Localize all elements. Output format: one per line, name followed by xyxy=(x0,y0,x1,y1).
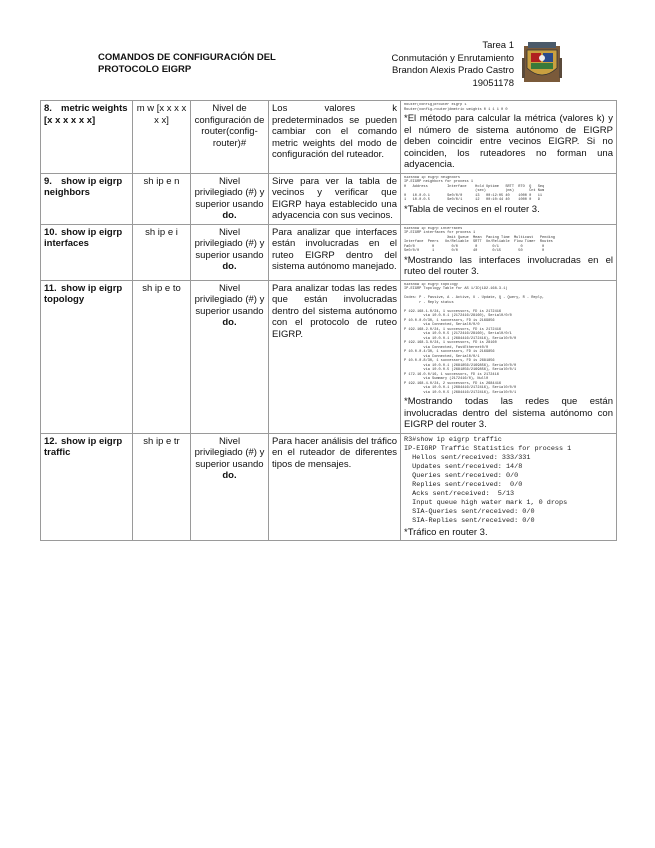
header-student-id: 19051178 xyxy=(472,77,514,89)
mode-bold: do. xyxy=(222,317,237,328)
mode-text: Nivel de configuración de router(config-router)# xyxy=(194,103,265,149)
row-number: 9. xyxy=(44,175,52,187)
mode-cell xyxy=(191,224,269,280)
cli-screenshot: Router(config)#router eigrp 1 Router(config-router)#metric weights 0 1 1 1 0 0 xyxy=(404,103,508,112)
table-row xyxy=(41,433,617,541)
command-cell xyxy=(41,224,133,280)
header-info xyxy=(391,40,514,90)
cli-screenshot: R3#show ip eigrp topology IP-EIGRP Topology Table for AS 1/ID(192.168.3.1) Codes: P - Passive, A - Active, U - Update, Q - Query, R - Reply, r - Reply status P 192.168.1.0/24, 1 successors, FD is 2172416 via 10.0.0.1 (2172416/28160), Serial0/0/0 P 10.0.0.0/30, 1 successors, FD is 2169856 via Connected, Serial0/0/0 P 192.168.2.0/24, 1 successors, FD is 2172416 via 10.0.0.5 (2172416/28160), Serial0/0/1 via 10.0.0.1 (2684416/2172416), Serial0/0/0 P 192.168.3.0/24, 1 successors, FD is 28160 via Connected, FastEthernet0/0 P 10.0.0.4/30, 1 successors, FD is 2169856 via Connected, Serial0/0/1 P 10.0.0.8/30, 1 successors, FD is 2681856 via 10.0.0.1 (2681856/2169856), Serial0/0/0 via 10.0.0.5 (2681856/2169856), Serial0/0/1 P 172.16.0.0/16, 1 successors, FD is 2172416 via Summary (2172416/0), Null0 P 192.168.4.0/24, 2 successors, FD is 2684416 via 10.0.0.1 (2684416/2172416), Serial0/0/0 via 10.0.0.5 (2684416/2172416), Serial0/0/1 xyxy=(404,282,545,395)
mode-cell xyxy=(191,173,269,224)
command-name: show ip eigrp neighbors xyxy=(44,175,123,198)
example-cell xyxy=(401,433,617,541)
example-cell xyxy=(401,101,617,174)
command-name: show ip eigrp interfaces xyxy=(44,226,123,249)
document-title: COMANDOS DE CONFIGURACIÓN DEL PROTOCOLO EIGRP xyxy=(98,52,276,75)
header-course: Conmutación y Enrutamiento xyxy=(391,52,514,64)
abbreviation-cell xyxy=(133,280,191,433)
table-row xyxy=(41,224,617,280)
mode-cell xyxy=(191,101,269,174)
command-abbreviation: sh ip e tr xyxy=(143,435,180,447)
description-cell xyxy=(269,433,401,541)
abbreviation-cell xyxy=(133,173,191,224)
command-abbreviation: m w [x x x x x x] xyxy=(136,103,187,126)
mode-bold: do. xyxy=(222,210,237,221)
description-text: Para analizar todas las redes que están involucradas dentro del sistema autónomo con el protocolo de ruteo EIGRP. xyxy=(272,282,397,340)
row-number: 10. xyxy=(44,226,58,238)
mode-bold: do. xyxy=(222,261,237,272)
description-text: Sirve para ver la tabla de vecinos y verificar que EIGRP haya establecido una adyacencia con sus vecinos. xyxy=(272,175,397,221)
header-author: Brandon Alexis Prado Castro xyxy=(392,65,514,76)
row-number: 12. xyxy=(44,435,58,447)
example-caption: *Tráfico en router 3. xyxy=(404,526,488,538)
example-caption: *El método para calcular la métrica (valores k) y el número de sistema autónomo de EIGRP deben coincidir entre vecinos EIGRP. Si no coinciden, los ruteadores no forman una adyacencia. xyxy=(404,113,613,170)
example-cell xyxy=(401,224,617,280)
command-name: show ip eigrp topology xyxy=(44,282,123,305)
command-name: metric weights [x x x x x x] xyxy=(44,103,128,126)
mode-text: Nivel privilegiado (#) y superior usando xyxy=(194,226,265,261)
mode-text: Nivel privilegiado (#) y superior usando xyxy=(194,435,265,470)
mode-bold: do. xyxy=(222,470,237,481)
example-caption: *Mostrando todas las redes que están involucradas dentro del sistema autónomo con EIGRP del router 3. xyxy=(404,396,613,430)
description-cell xyxy=(269,101,401,174)
table-row xyxy=(41,280,617,433)
abbreviation-cell xyxy=(133,433,191,541)
command-name: show ip eigrp traffic xyxy=(44,435,123,458)
example-caption: *Mostrando las interfaces involucradas en el ruteo del router 3. xyxy=(404,254,613,277)
example-cell xyxy=(401,173,617,224)
cli-screenshot: R3#show ip eigrp traffic IP-EIGRP Traffic Statistics for process 1 Hellos sent/received: 333/331 Updates sent/received: 14/8 Queries sent/received: 0/0 Replies sent/received: 0/0 Acks sent/received: 5/13 Input queue high water mark 1, 0 drops SIA-Queries sent/received: 0/0 SIA-Replies sent/received: 0/0 xyxy=(404,435,572,525)
header-task: Tarea 1 xyxy=(482,40,514,51)
command-cell xyxy=(41,173,133,224)
command-abbreviation: sh ip e to xyxy=(142,282,181,294)
abbreviation-cell xyxy=(133,224,191,280)
command-abbreviation: sh ip e n xyxy=(143,175,180,187)
commands-table xyxy=(40,100,617,541)
school-crest-logo xyxy=(522,38,562,86)
row-number: 8. xyxy=(44,103,52,114)
description-cell xyxy=(269,173,401,224)
description-cell xyxy=(269,224,401,280)
mode-text: Nivel privilegiado (#) y superior usando xyxy=(194,175,265,210)
cli-screenshot: R3#show ip eigrp neighbors IP-EIGRP neighbors for process 1 H Address Interface Hold Uptime SRTT RTO Q Seq (sec) (ms) Cnt Num 0 10.0.0.1 Se0/0/0 13 00:12:05 40 1000 0 11 1 10.0.0.5 Se0/0/1 12 00:10:44 40 1000 0 9 xyxy=(404,175,545,202)
example-caption: *Tabla de vecinos en el router 3. xyxy=(404,203,540,215)
row-number: 11. xyxy=(44,282,57,294)
command-abbreviation: sh ip e i xyxy=(145,226,178,238)
mode-cell xyxy=(191,280,269,433)
abbreviation-cell xyxy=(133,101,191,174)
mode-cell xyxy=(191,433,269,541)
command-cell xyxy=(41,101,133,174)
description-cell xyxy=(269,280,401,433)
mode-text: Nivel privilegiado (#) y superior usando xyxy=(194,282,265,317)
description-text: Para analizar que interfaces están involucradas en el ruteo EIGRP dentro del sistema autónomo manejado. xyxy=(272,226,397,272)
table-row xyxy=(41,101,617,174)
command-cell xyxy=(41,280,133,433)
table-row xyxy=(41,173,617,224)
description-text: Para hacer análisis del tráfico en el ruteador de diferentes tipos de mensajes. xyxy=(272,435,397,470)
cli-screenshot: R3#show ip eigrp interfaces IP-EIGRP interfaces for process 1 Xmit Queue Mean Pacing Time Multicast Pending Interface Peers Un/Reliable SRTT Un/Reliable Flow Timer Routes Fa0/0 0 0/0 0 0/1 0 0 Se0/0/0 1 0/0 40 0/15 50 0 xyxy=(404,226,555,253)
example-cell xyxy=(401,280,617,433)
description-text: Los valores k predeterminados se pueden cambiar con el comando metric weights del modo de configuración del ruteador. xyxy=(272,103,397,160)
command-cell xyxy=(41,433,133,541)
